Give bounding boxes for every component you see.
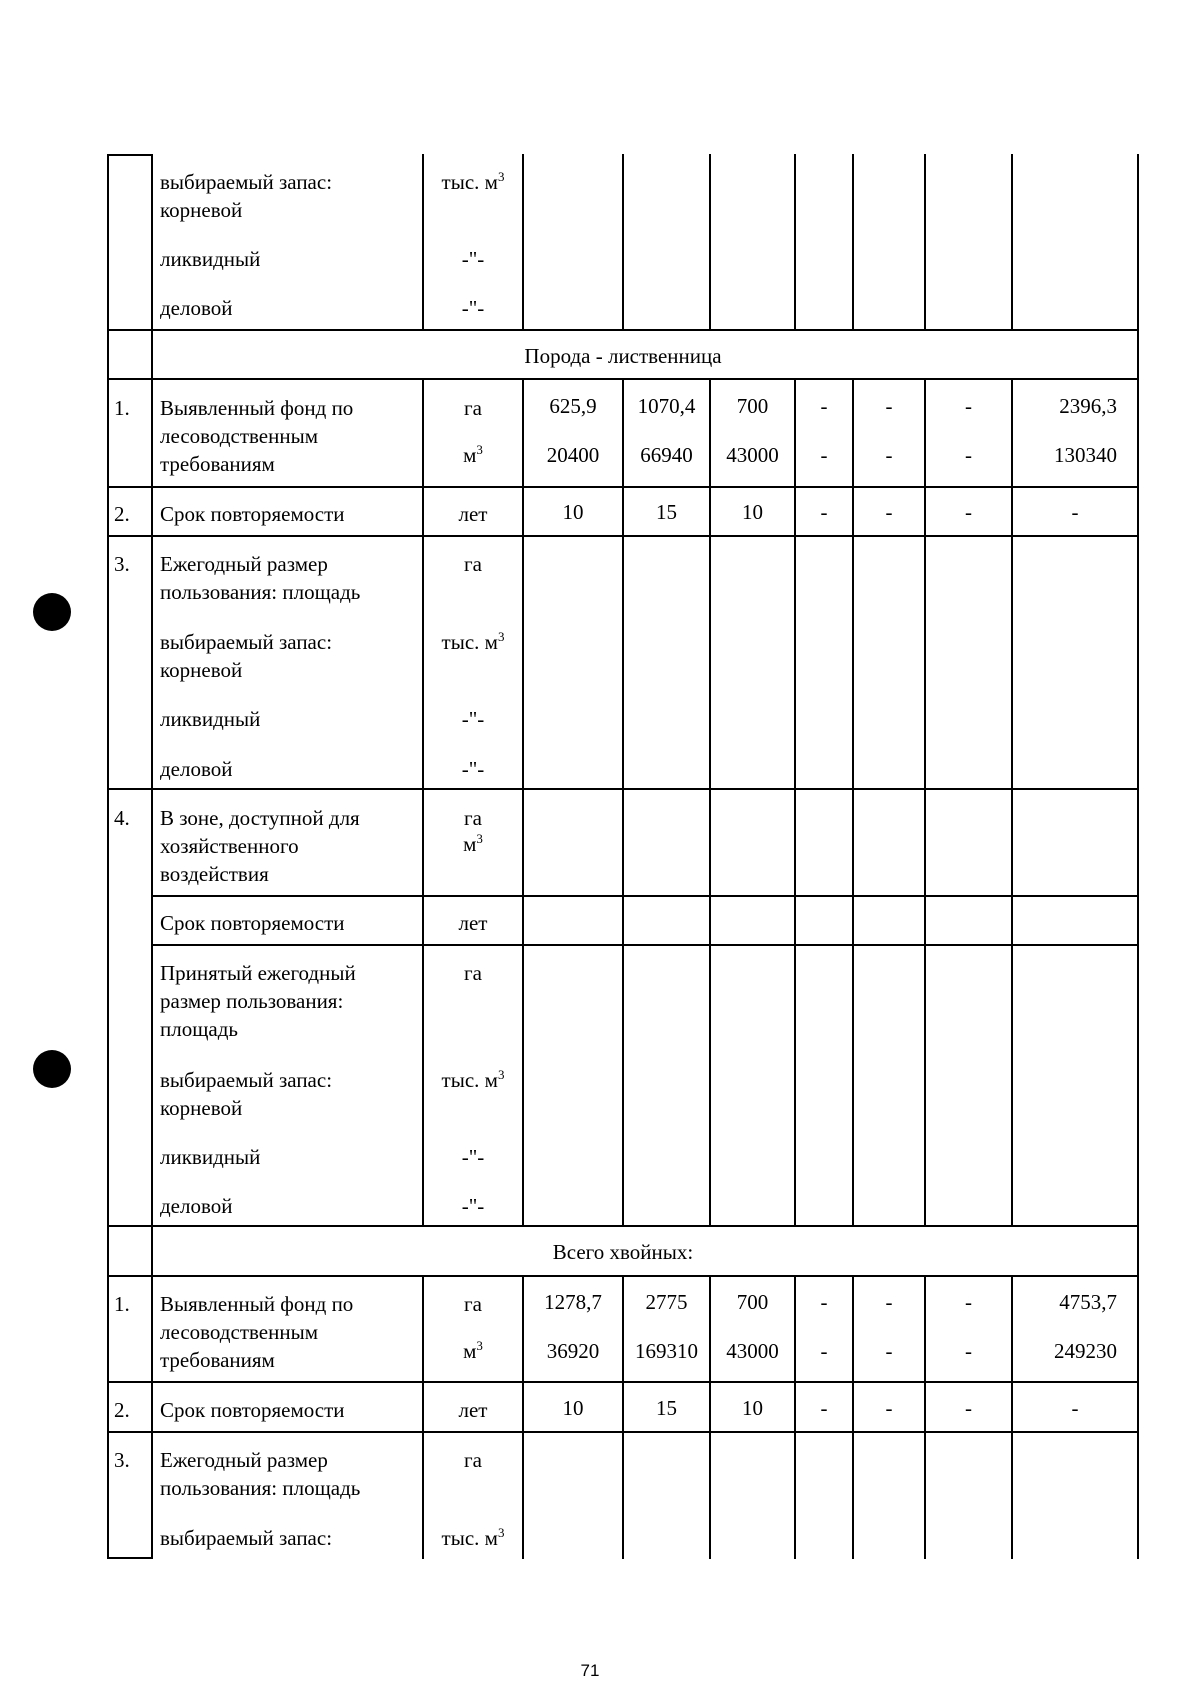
value-cell: 2396,3	[1059, 394, 1117, 418]
cell-unit: тыс. $м^3$	[441, 629, 505, 654]
cell-label: воздействия	[160, 862, 269, 886]
row-number: 3.	[114, 552, 130, 576]
value-cell: 43000	[726, 1339, 779, 1363]
row-number: 3.	[114, 1448, 130, 1472]
cell-label: выбираемый запас:	[160, 1068, 333, 1092]
cell-label: лесоводственным	[160, 1320, 318, 1344]
value-cell: 1070,4	[637, 394, 696, 418]
cell-unit: га	[464, 1448, 482, 1472]
cell-unit: га	[464, 552, 482, 576]
row-number: 1.	[114, 1292, 130, 1316]
cell-label: выбираемый запас:	[160, 1526, 333, 1550]
cell-label: размер пользования:	[160, 989, 344, 1013]
cell-unit: -"-	[461, 757, 485, 781]
value-cell: -	[820, 1396, 828, 1420]
value-cell: -	[1071, 500, 1079, 524]
cell-unit: -"-	[461, 296, 485, 320]
cell-unit: -"-	[461, 1145, 485, 1169]
cell-unit: тыс. $м^3$	[441, 169, 505, 194]
value-cell: 130340	[1054, 443, 1117, 467]
value-cell: -	[820, 500, 828, 524]
value-cell: 10	[742, 500, 763, 524]
cell-unit: $м^3$	[463, 831, 483, 856]
value-cell: -	[820, 1290, 828, 1314]
cell-label: Срок повторяемости	[160, 911, 345, 935]
value-cell: 10	[562, 1396, 584, 1420]
row-number: 2.	[114, 502, 130, 526]
cell-label: Принятый ежегодный	[160, 961, 356, 985]
cell-label: корневой	[160, 1096, 243, 1120]
value-cell: -	[885, 394, 893, 418]
cell-unit: $м^3$	[463, 442, 483, 467]
section-title: Порода - лиственница	[524, 344, 722, 368]
value-cell: 20400	[546, 443, 600, 467]
cell-label: выбираемый запас:	[160, 630, 333, 654]
value-cell: 1278,7	[544, 1290, 602, 1314]
row-number: 1.	[114, 396, 130, 420]
cell-unit: лет	[458, 911, 488, 935]
cell-unit: -"-	[461, 707, 485, 731]
value-cell: 169310	[635, 1339, 698, 1363]
cell-unit: -"-	[461, 1194, 485, 1218]
cell-unit: га	[464, 961, 482, 985]
value-cell: -	[965, 394, 972, 418]
value-cell: 625,9	[549, 394, 597, 418]
section-title: Всего хвойных:	[552, 1240, 694, 1264]
cell-label: Выявленный фонд по	[160, 396, 354, 420]
cell-label: Срок повторяемости	[160, 1398, 345, 1422]
value-cell: -	[885, 1290, 893, 1314]
punch-hole	[33, 593, 71, 631]
value-cell: 700	[736, 1290, 769, 1314]
cell-label: требованиям	[160, 452, 275, 476]
cell-label: деловой	[160, 1194, 233, 1218]
value-cell: -	[885, 500, 893, 524]
value-cell: 66940	[640, 443, 693, 467]
cell-label: Выявленный фонд по	[160, 1292, 354, 1316]
value-cell: -	[965, 1290, 972, 1314]
value-cell: 700	[736, 394, 769, 418]
page-number: 71	[580, 1661, 600, 1680]
cell-label: лесоводственным	[160, 424, 318, 448]
value-cell: 36920	[546, 1339, 600, 1363]
value-cell: -	[820, 443, 828, 467]
cell-label: корневой	[160, 198, 243, 222]
cell-unit: -"-	[461, 247, 485, 271]
value-cell: 10	[742, 1396, 763, 1420]
cell-label: деловой	[160, 296, 233, 320]
value-cell: 43000	[726, 443, 779, 467]
cell-label: ликвидный	[160, 707, 261, 731]
cell-unit: га	[464, 1292, 482, 1316]
cell-unit: га	[464, 806, 482, 830]
cell-unit: лет	[458, 1398, 488, 1422]
cell-unit: тыс. $м^3$	[441, 1067, 505, 1092]
value-cell: -	[965, 1339, 972, 1363]
value-cell: -	[820, 394, 828, 418]
cell-label: Срок повторяемости	[160, 502, 345, 526]
value-cell: -	[965, 500, 972, 524]
cell-label: требованиям	[160, 1348, 275, 1372]
value-cell: -	[885, 1396, 893, 1420]
cell-label: хозяйственного	[160, 834, 299, 858]
row-number: 2.	[114, 1398, 130, 1422]
cell-unit: $м^3$	[463, 1338, 483, 1363]
value-cell: -	[820, 1339, 828, 1363]
cell-label: ликвидный	[160, 247, 261, 271]
cell-label: деловой	[160, 757, 233, 781]
value-cell: 15	[656, 500, 677, 524]
cell-label: Ежегодный размер	[160, 552, 328, 576]
cell-label: пользования: площадь	[160, 1476, 361, 1500]
cell-label: корневой	[160, 658, 243, 682]
value-cell: -	[965, 443, 972, 467]
value-cell: 4753,7	[1059, 1290, 1117, 1314]
cell-label: пользования: площадь	[160, 580, 361, 604]
value-cell: 2775	[645, 1290, 688, 1314]
value-cell: -	[1071, 1396, 1079, 1420]
value-cell: 15	[656, 1396, 677, 1420]
value-cell: -	[885, 443, 893, 467]
cell-unit: лет	[458, 502, 488, 526]
value-cell: -	[885, 1339, 893, 1363]
cell-label: площадь	[160, 1017, 238, 1041]
cell-unit: га	[464, 396, 482, 420]
value-cell: -	[965, 1396, 972, 1420]
cell-label: ликвидный	[160, 1145, 261, 1169]
punch-hole	[33, 1050, 71, 1088]
cell-label: Ежегодный размер	[160, 1448, 328, 1472]
cell-label: выбираемый запас:	[160, 170, 333, 194]
value-cell: 10	[562, 500, 584, 524]
cell-unit: тыс. $м^3$	[441, 1525, 505, 1550]
row-number: 4.	[114, 806, 130, 830]
cell-label: В зоне, доступной для	[160, 806, 360, 830]
value-cell: 249230	[1054, 1339, 1117, 1363]
